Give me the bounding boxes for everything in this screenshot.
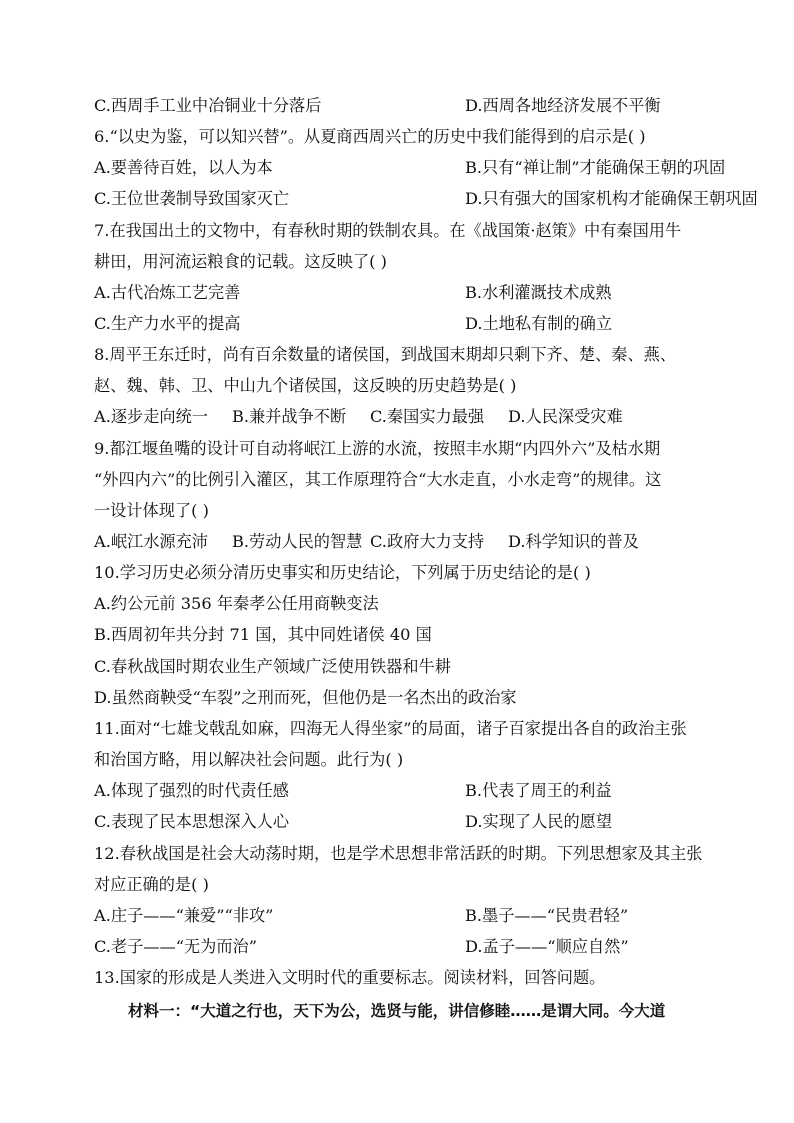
q8-option-b: B.兼并战争不断 xyxy=(232,407,347,426)
q10-option-b: B.西周初年共分封 71 国，其中同姓诸侯 40 国 xyxy=(94,625,432,644)
q9-option-d: D.科学知识的普及 xyxy=(508,532,639,551)
q5-options-row-2 xyxy=(94,96,661,116)
q7-option-c: C.生产力水平的提高 xyxy=(94,314,241,333)
q9-stem-line-2: “外四内六”的比例引入灌区，其工作原理符合“大水走直，小水走弯”的规律。这 xyxy=(94,470,662,489)
q11-option-c: C.表现了民本思想深入人心 xyxy=(94,812,290,831)
q12-option-c: C.老子——“无为而治” xyxy=(94,937,258,956)
q10-option-a: A.约公元前 356 年秦孝公任用商鞅变法 xyxy=(94,594,379,613)
q11-options-row-2 xyxy=(94,812,613,832)
q6-stem: 6.“以史为鉴，可以知兴替”。从夏商西周兴亡的历史中我们能得到的启示是( ) xyxy=(94,127,646,146)
material-one-label: 材料一： xyxy=(128,1002,191,1020)
q7-options-row-2 xyxy=(94,314,613,334)
q13-stem: 13.国家的形成是人类进入文明时代的重要标志。阅读材料，回答问题。 xyxy=(94,968,606,987)
q6-options-row-1 xyxy=(94,158,726,178)
q10-option-d: D.虽然商鞅受“车裂”之刑而死，但他仍是一名杰出的政治家 xyxy=(94,688,517,707)
q8-option-a: A.逐步走向统一 xyxy=(94,407,208,426)
q9-stem-line-1: 9.都江堰鱼嘴的设计可自动将岷江上游的水流，按照丰水期“内四外六”及枯水期 xyxy=(94,439,661,458)
q6-option-b: B.只有“禅让制”才能确保王朝的巩固 xyxy=(465,158,726,177)
q6-option-d: D.只有强大的国家机构才能确保王朝巩固 xyxy=(465,189,758,208)
q8-stem-line-2: 赵、魏、韩、卫、中山九个诸侯国，这反映的历史趋势是( ) xyxy=(94,376,517,395)
q7-option-b: B.水利灌溉技术成熟 xyxy=(465,283,612,302)
q10-option-c: C.春秋战国时期农业生产领域广泛使用铁器和牛耕 xyxy=(94,657,451,676)
q12-option-d: D.孟子——“顺应自然” xyxy=(465,937,629,956)
q12-options-row-2 xyxy=(94,937,629,957)
q11-options-row-1 xyxy=(94,781,612,801)
q7-options-row-1 xyxy=(94,283,612,303)
q12-stem-line-1: 12.春秋战国是社会大动荡时期，也是学术思想非常活跃的时期。下列思想家及其主张 xyxy=(94,844,703,863)
q7-option-d: D.土地私有制的确立 xyxy=(465,314,613,333)
q11-stem-line-1: 11.面对“七雄戈戟乱如麻，四海无人得坐家”的局面，诸子百家提出各自的政治主张 xyxy=(94,719,687,738)
q11-stem-line-2: 和治国方略，用以解决社会问题。此行为( ) xyxy=(94,750,404,769)
q12-option-b: B.墨子——“民贵君轻” xyxy=(465,906,629,925)
q10-stem: 10.学习历史必须分清历史事实和历史结论，下列属于历史结论的是( ) xyxy=(94,563,591,582)
q8-option-d: D.人民深受灾难 xyxy=(508,407,623,426)
q9-stem-line-3: 一设计体现了( ) xyxy=(94,501,209,520)
q12-options-row-1 xyxy=(94,906,629,926)
q9-option-c: C.政府大力支持 xyxy=(370,532,485,551)
q5-option-d: D.西周各地经济发展不平衡 xyxy=(465,96,661,115)
q9-option-b: B.劳动人民的智慧 xyxy=(232,532,363,551)
q6-options-row-2 xyxy=(94,189,758,209)
q8-option-c: C.秦国实力最强 xyxy=(370,407,485,426)
q7-option-a: A.古代冶炼工艺完善 xyxy=(94,283,241,302)
q7-stem-line-1: 7.在我国出土的文物中，有春秋时期的铁制农具。在《战国策·赵策》中有秦国用牛 xyxy=(94,221,682,240)
q8-stem-line-1: 8.周平王东迁时，尚有百余数量的诸侯国，到战国末期却只剩下齐、楚、秦、燕、 xyxy=(94,345,677,364)
q12-stem-line-2: 对应正确的是( ) xyxy=(94,875,209,894)
q11-option-d: D.实现了人民的愿望 xyxy=(465,812,613,831)
q7-stem-line-2: 耕田，用河流运粮食的记载。这反映了( ) xyxy=(94,252,387,271)
q12-option-a: A.庄子——“兼爱”“非攻” xyxy=(94,906,274,925)
material-one xyxy=(128,1001,665,1021)
q6-option-c: C.王位世袭制导致国家灭亡 xyxy=(94,189,290,208)
q9-option-a: A.岷江水源充沛 xyxy=(94,532,208,551)
material-one-text: “大道之行也，天下为公，选贤与能，讲信修睦……是谓大同。今大道 xyxy=(190,1002,666,1020)
q11-option-b: B.代表了周王的利益 xyxy=(465,781,612,800)
q6-option-a: A.要善待百姓，以人为本 xyxy=(94,158,273,177)
q5-option-c: C.西周手工业中冶铜业十分落后 xyxy=(94,96,322,115)
q11-option-a: A.体现了强烈的时代责任感 xyxy=(94,781,289,800)
